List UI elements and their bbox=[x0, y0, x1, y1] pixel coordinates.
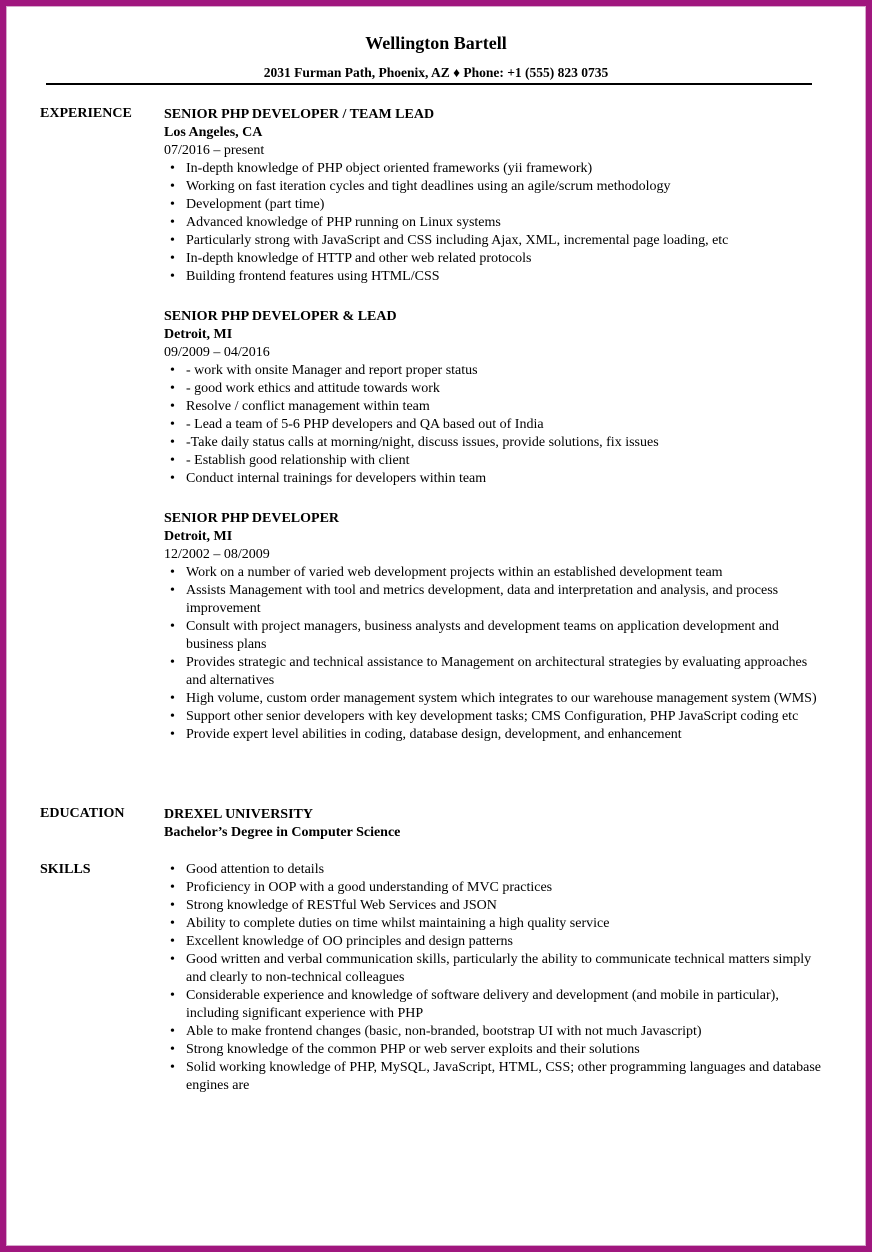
list-item: • Working on fast iteration cycles and tight deadlines using an agile/scrum methodology bbox=[164, 178, 824, 196]
list-item: • Strong knowledge of RESTful Web Services and JSON bbox=[164, 897, 824, 915]
list-item: • Solid working knowledge of PHP, MySQL, JavaScript, HTML, CSS; other programming languages and database engines are bbox=[164, 1059, 824, 1095]
list-item: • Advanced knowledge of PHP running on Linux systems bbox=[164, 214, 824, 232]
contact-line: 2031 Furman Path, Phoenix, AZ ♦ Phone: +1 (555) 823 0735 bbox=[263, 65, 609, 80]
job-entry bbox=[164, 308, 824, 488]
experience-heading: EXPERIENCE bbox=[40, 106, 132, 121]
list-item: • Considerable experience and knowledge of software delivery and development (and mobile in particular), including significant experience with PHP bbox=[164, 987, 824, 1023]
list-item: • - Establish good relationship with client bbox=[164, 452, 824, 470]
list-item: • Particularly strong with JavaScript and CSS including Ajax, XML, incremental page loading, etc bbox=[164, 232, 824, 250]
list-item: • In-depth knowledge of HTTP and other web related protocols bbox=[164, 250, 824, 268]
list-item: • Good written and verbal communication skills, particularly the ability to communicate technical matters simply and clearly to non-technical colleagues bbox=[164, 951, 824, 987]
list-item: • Conduct internal trainings for developers within team bbox=[164, 470, 824, 488]
skills-bullets bbox=[164, 861, 824, 1095]
job-location: Detroit, MI bbox=[164, 529, 233, 544]
skills-heading: SKILLS bbox=[40, 862, 91, 877]
job-entry bbox=[164, 106, 824, 286]
list-item: • In-depth knowledge of PHP object oriented frameworks (yii framework) bbox=[164, 160, 824, 178]
list-item: • Support other senior developers with key development tasks; CMS Configuration, PHP JavaScript coding etc bbox=[164, 708, 824, 726]
job-title: SENIOR PHP DEVELOPER & LEAD bbox=[164, 309, 397, 324]
skills-list bbox=[164, 861, 824, 1095]
list-item: • - work with onsite Manager and report proper status bbox=[164, 362, 824, 380]
list-item: • Resolve / conflict management within team bbox=[164, 398, 824, 416]
degree: Bachelor’s Degree in Computer Science bbox=[164, 825, 401, 840]
list-item: • - Lead a team of 5-6 PHP developers and QA based out of India bbox=[164, 416, 824, 434]
list-item: • Excellent knowledge of OO principles and design patterns bbox=[164, 933, 824, 951]
job-title: SENIOR PHP DEVELOPER bbox=[164, 511, 340, 526]
list-item: • Assists Management with tool and metrics development, data and interpretation and analysis, and process improvement bbox=[164, 582, 824, 618]
job-location: Los Angeles, CA bbox=[164, 125, 263, 140]
candidate-name: Wellington Bartell bbox=[365, 33, 507, 53]
list-item: • High volume, custom order management system which integrates to our warehouse management system (WMS) bbox=[164, 690, 824, 708]
education-heading: EDUCATION bbox=[40, 806, 125, 821]
list-item: • Provides strategic and technical assistance to Management on architectural strategies by evaluating approaches and alternatives bbox=[164, 654, 824, 690]
list-item: • Able to make frontend changes (basic, non-branded, bootstrap UI with not much Javascript) bbox=[164, 1023, 824, 1041]
list-item: • Work on a number of varied web development projects within an established development team bbox=[164, 564, 824, 582]
job-bullets bbox=[164, 362, 824, 488]
list-item: • Proficiency in OOP with a good understanding of MVC practices bbox=[164, 879, 824, 897]
job-dates: 12/2002 – 08/2009 bbox=[164, 547, 270, 562]
list-item: • Provide expert level abilities in coding, database design, development, and enhancement bbox=[164, 726, 824, 744]
school-name: DREXEL UNIVERSITY bbox=[164, 807, 313, 822]
education-entry bbox=[164, 806, 824, 842]
job-title: SENIOR PHP DEVELOPER / TEAM LEAD bbox=[164, 107, 435, 122]
job-dates: 09/2009 – 04/2016 bbox=[164, 345, 270, 360]
list-item: • Good attention to details bbox=[164, 861, 824, 879]
list-item: • Building frontend features using HTML/CSS bbox=[164, 268, 824, 286]
list-item: • Strong knowledge of the common PHP or web server exploits and their solutions bbox=[164, 1041, 824, 1059]
list-item: • - good work ethics and attitude towards work bbox=[164, 380, 824, 398]
job-location: Detroit, MI bbox=[164, 327, 233, 342]
header-divider bbox=[46, 83, 812, 85]
list-item: • Ability to complete duties on time whilst maintaining a high quality service bbox=[164, 915, 824, 933]
list-item: • -Take daily status calls at morning/night, discuss issues, provide solutions, fix issues bbox=[164, 434, 824, 452]
job-dates: 07/2016 – present bbox=[164, 143, 265, 158]
job-bullets bbox=[164, 160, 824, 286]
job-bullets bbox=[164, 564, 824, 744]
list-item: • Development (part time) bbox=[164, 196, 824, 214]
list-item: • Consult with project managers, business analysts and development teams on application development and business plans bbox=[164, 618, 824, 654]
job-entry bbox=[164, 510, 824, 744]
